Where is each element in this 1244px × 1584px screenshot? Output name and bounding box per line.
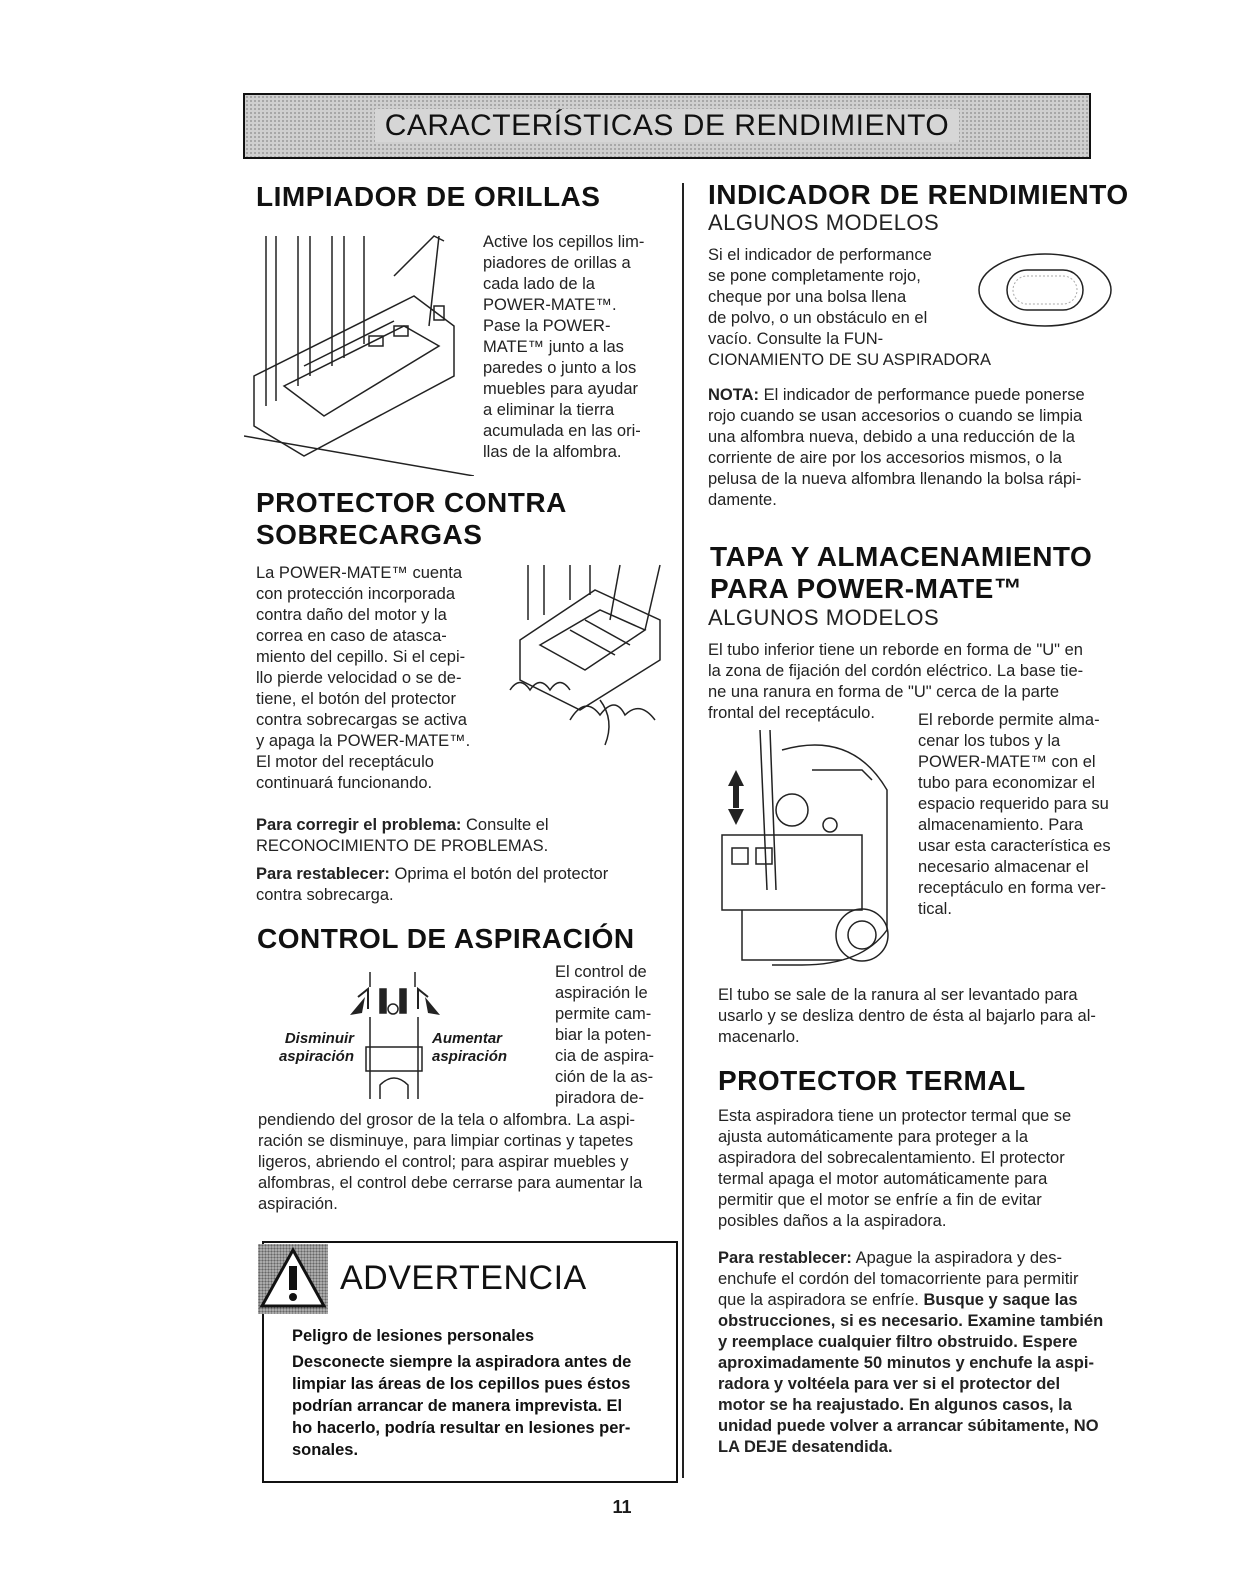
page-number: 11 <box>612 1497 632 1517</box>
overload-fix: Para corregir el problema: Consulte el RECONOCIMIENTO DE PROBLEMAS. <box>256 816 549 855</box>
increase-suction-label: Aumentar aspiración <box>432 1030 508 1065</box>
warning-text: Peligro de lesiones personales Desconecte siempre la aspiradora antes de limpiar las áreas de los cepillos pues éstos podrían arrancar de manera imprevista. El ho hacerlo, podría resultar en lesiones per- sonales. <box>292 1327 632 1459</box>
section-banner <box>243 93 1091 159</box>
edge-cleaner-text: Active los cepillos lim- piadores de orillas a cada lado de la POWER-MATE™. Pase la POWER- MATE™ junto a las paredes o junto a los muebles para ayudar a eliminar la tierra acumulada en las ori- llas de la alfombra. <box>483 233 645 461</box>
note-label: NOTA: <box>708 386 760 404</box>
fix-label: Para corregir el problema: <box>256 816 462 834</box>
storage-text: El tubo inferior tiene un reborde en forma de "U" en la zona de fijación del cordón eléctrico. La base tie- ne una ranura en forma de "U" cerca de la parte frontal del receptáculo. <box>708 641 1084 722</box>
thermal-heading: PROTECTOR TERMAL <box>718 1065 1026 1096</box>
warning-title: ADVERTENCIA <box>340 1259 587 1297</box>
thermal-reset: Para restablecer: Apague la aspiradora y des- enchufe el cordón del tomacorriente para permitir que la aspiradora se enfríe. Busque y saque las obstrucciones, si es necesario. Examine también y reemplace cualquier filtro obstruido. Espere aproximadamente 50 minutos y enchufe la aspi- radora y voltéela para ver si el protector del motor se ha reajustado. En algunos casos, la unidad puede volver a arrancar súbitamente, NO LA DEJE desatendida. <box>718 1249 1104 1456</box>
storage-illustration <box>712 730 912 970</box>
thermal-reset-label: Para restablecer: <box>718 1249 852 1267</box>
overload-text: La POWER-MATE™ cuenta con protección incorporada contra daño del motor y la correa en caso de atasca- miento del cepillo. Si el cepi- llo pierde velocidad o se de- tiene, el botón del protector contra sobrecargas se activa y apaga la POWER-MATE™. El motor del receptáculo continuará funcionando. <box>256 564 471 792</box>
storage-side-text: El reborde permite alma- cenar los tubos y la POWER-MATE™ con el tubo para economizar el espacio requerido para su almacenamiento. Para usar esta característica es necesario almacenar el receptáculo en forma ver- tical. <box>918 711 1111 918</box>
banner-title: CARACTERÍSTICAS DE RENDIMIENTO <box>375 109 960 142</box>
indicator-heading: INDICADOR DE RENDIMIENTO <box>708 179 1129 210</box>
column-divider <box>682 183 684 1478</box>
warning-icon <box>258 1244 328 1314</box>
warning-subtitle: Peligro de lesiones personales <box>292 1327 535 1345</box>
suction-side-text: El control de aspiración le permite cam- biar la poten- cia de aspira- ción de la as- piradora de- <box>555 963 655 1107</box>
up-down-arrow-icon <box>728 770 744 825</box>
overload-reset: Para restablecer: Oprima el botón del protector contra sobrecarga. <box>256 865 609 904</box>
indicator-icon <box>975 250 1115 330</box>
edge-cleaner-heading: LIMPIADOR DE ORILLAS <box>256 181 601 212</box>
overload-illustration <box>500 560 670 760</box>
indicator-note: NOTA: El indicador de performance puede ponerse rojo cuando se usan accesorios o cuando se limpia una alfombra nueva, debido a una reducción de la corriente de aire por los accesorios mismos, o la pelusa de la nueva alfombra llenando la bolsa rápi- damente. <box>708 386 1085 509</box>
reset-label: Para restablecer: <box>256 865 390 883</box>
arrow-left-icon <box>350 997 365 1015</box>
arrow-right-icon <box>425 997 440 1015</box>
thermal-text: Esta aspiradora tiene un protector termal que se ajusta automáticamente para proteger a la aspiradora del sobrecalentamiento. El protector termal apaga el motor automáticamente para permitir que el motor se enfríe a fin de evitar posibles daños a la aspiradora. <box>718 1107 1072 1230</box>
edge-cleaner-illustration <box>244 226 474 476</box>
suction-heading: CONTROL DE ASPIRACIÓN <box>257 923 635 954</box>
decrease-suction-label: Disminuir aspiración <box>278 1030 354 1065</box>
storage-after-text: El tubo se sale de la ranura al ser levantado para usarlo y se desliza dentro de ésta al bajarlo para al- macenarlo. <box>718 986 1096 1046</box>
storage-heading: TAPA Y ALMACENAMIENTO PARA POWER-MATE™ <box>710 541 1093 604</box>
storage-sub: ALGUNOS MODELOS <box>708 605 940 630</box>
overload-heading: PROTECTOR CONTRA SOBRECARGAS <box>256 487 567 550</box>
indicator-text: Si el indicador de performance se pone completamente rojo, cheque por una bolsa llena de polvo, o un obstáculo en el vacío. Consulte la FUN- CIONAMIENTO DE SU ASPIRADORA <box>708 246 991 369</box>
suction-text: pendiendo del grosor de la tela o alfombra. La aspi- ración se disminuye, para limpiar cortinas y tapetes ligeros, abriendo el control; para aspirar muebles y alfombras, el control debe cerrarse para aumentar la aspiración. <box>258 1111 643 1213</box>
indicator-sub: ALGUNOS MODELOS <box>708 210 940 235</box>
